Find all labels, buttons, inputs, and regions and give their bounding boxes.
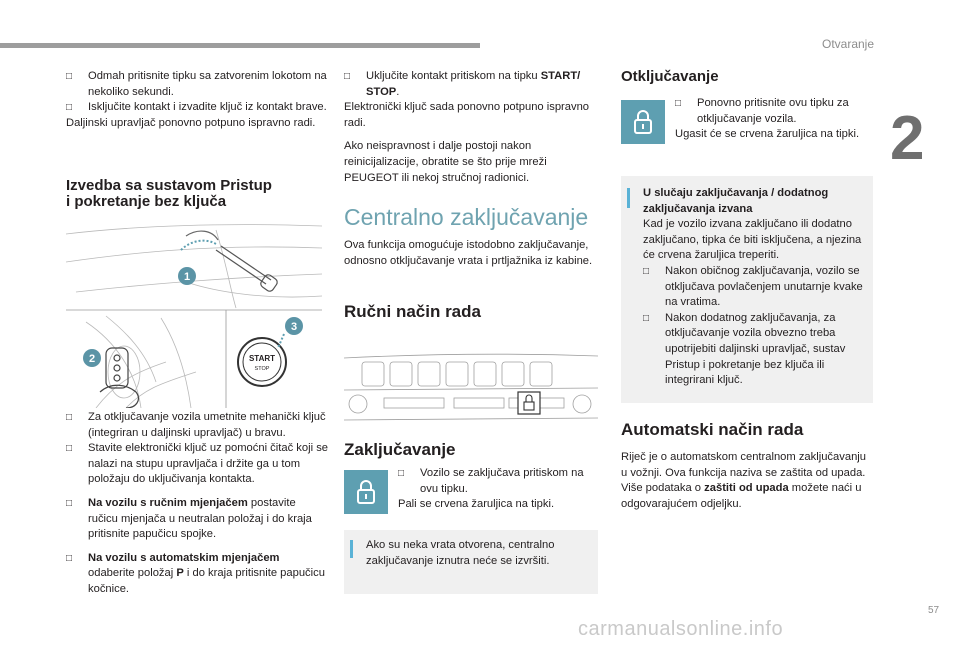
section-title-unlock: Otključavanje (621, 68, 719, 85)
paragraph: Ako neispravnost i dalje postoji nakon reinicijalizacije, obratite se što prije mreži PEUGEOT ili nekoj stručnoj radionici. (344, 140, 547, 184)
chapter-number: 2 (890, 104, 925, 173)
note-text: Kad je vozilo izvana zaključano ili dodatno zaključano, tipka će biti isključena, a njezina će crvena žaruljica treperiti. (643, 218, 862, 262)
list-item: □ Nakon običnog zaključavanja, vozilo se otključava povlačenjem unutarnje kvake na vratima. (643, 264, 863, 309)
unlock-button-illustration (621, 100, 665, 144)
section-title-lock: Zaključavanje (344, 440, 456, 459)
checkbox-bullet-icon: □ (675, 98, 682, 109)
left-column-bottom (66, 410, 328, 598)
stop-button-label: STOP (254, 366, 270, 372)
middle-column (344, 69, 598, 186)
list-item: □ Odmah pritisnite tipku sa zatvorenim lokotom na nekoliko sekundi. (66, 70, 327, 98)
section-name: Otvaranje (822, 37, 875, 51)
badge-1: 1 (183, 271, 191, 283)
list-item: □ Uključite kontakt pritiskom na tipku START/ STOP. (344, 70, 581, 98)
paragraph: Riječ je o automatskom centralnom zaključavanju u vožnji. Ova funkcija naziva se zaštita od upada. (621, 451, 866, 479)
info-bar-icon (350, 540, 353, 558)
watermark: carmanualsonline.info (578, 618, 784, 640)
badge-2: 2 (88, 353, 96, 365)
checkbox-bullet-icon: □ (344, 71, 351, 82)
header-rule (0, 43, 480, 48)
start-button-label: START (248, 354, 276, 363)
keyless-start-drawing (66, 222, 322, 408)
warning-note (621, 176, 873, 403)
checkbox-bullet-icon: □ (398, 468, 405, 479)
lock-button-illustration (344, 470, 388, 514)
info-note (344, 530, 598, 594)
section-title-central: Centralno zaključavanje (344, 204, 589, 230)
section-heading: Izvedba sa sustavom Pristup i pokretanje bez ključa (66, 177, 272, 210)
checkbox-bullet-icon: □ (643, 265, 650, 277)
list-item: □ Vozilo se zaključava pritiskom na ovu tipku. (398, 467, 584, 495)
list-item: □ Nakon dodatnog zaključavanja, za otključavanje vozila obvezno treba upotrijebiti daljinski upravljač, sustav Pristup i pokretanje bez ključa ili integrirani ključ. (643, 311, 846, 387)
checkbox-bullet-icon: □ (66, 102, 73, 114)
keyless-start-illustration (66, 222, 322, 408)
badge-3: 3 (290, 321, 298, 333)
paragraph: Pali se crvena žaruljica na tipki. (398, 498, 555, 511)
note-content (643, 186, 869, 389)
list-item: □ Isključite kontakt i izvadite ključ iz kontakt brave. (66, 100, 328, 116)
section-title-manual: Ručni način rada (344, 302, 481, 321)
checkbox-bullet-icon: □ (66, 71, 73, 82)
checkbox-bullet-icon: □ (66, 412, 73, 423)
checkbox-bullet-icon: □ (66, 497, 73, 509)
automatic-text-block (621, 450, 873, 512)
list-item: □ Ponovno pritisnite ovu tipku za otključavanje vozila. (675, 97, 849, 125)
left-column (66, 69, 328, 131)
info-bar-icon (627, 188, 630, 208)
note-text: Ako su neka vrata otvorena, centralno zaključavanje iznutra neće se izvršiti. (366, 539, 555, 567)
list-item: □ Stavite elektronički ključ uz pomoćni čitač koji se nalazi na stupu upravljača i držite ga u tom položaju do uključivanja kontakta. (66, 442, 329, 486)
list-item: □ Na vozilu s automatskim mjenjačem odaberite položaj P i do kraja pritisnite papučicu kočnice. (66, 551, 325, 595)
checkbox-bullet-icon: □ (66, 552, 73, 564)
paragraph: Ugasit će se crvena žaruljica na tipki. (675, 128, 860, 141)
padlock-icon (633, 109, 653, 135)
list-item: □ Na vozilu s ručnim mjenjačem postavite ručicu mjenjača u neutralan položaj i do kraja pritisnite papučicu spojke. (66, 496, 312, 541)
unlock-text-block (675, 96, 873, 143)
dashboard-buttons-illustration (344, 350, 598, 422)
checkbox-bullet-icon: □ (66, 443, 73, 455)
section-title-automatic: Automatski način rada (621, 420, 804, 439)
paragraph: Ova funkcija omogućuje istodobno zaključavanje, odnosno otključavanje vrata i prtljažnika iz kabine. (344, 239, 593, 267)
dashboard-drawing (344, 350, 598, 422)
padlock-icon (356, 479, 376, 505)
paragraph: Više podataka o zaštiti od upada možete naći u odgovarajućem odjeljku. (621, 482, 862, 510)
paragraph: Elektronički ključ sada ponovno potpuno ispravno radi. (344, 101, 590, 129)
paragraph: Daljinski upravljač ponovno potpuno ispravno radi. (66, 116, 316, 129)
checkbox-bullet-icon: □ (643, 312, 650, 324)
lock-text-block (398, 466, 598, 513)
page-number: 57 (928, 605, 940, 616)
note-title: U slučaju zaključavanja / dodatnog zaključavanja izvana (643, 187, 829, 215)
list-item: □ Za otključavanje vozila umetnite mehanički ključ (integriran u daljinski upravljač) u bravu. (66, 411, 326, 439)
